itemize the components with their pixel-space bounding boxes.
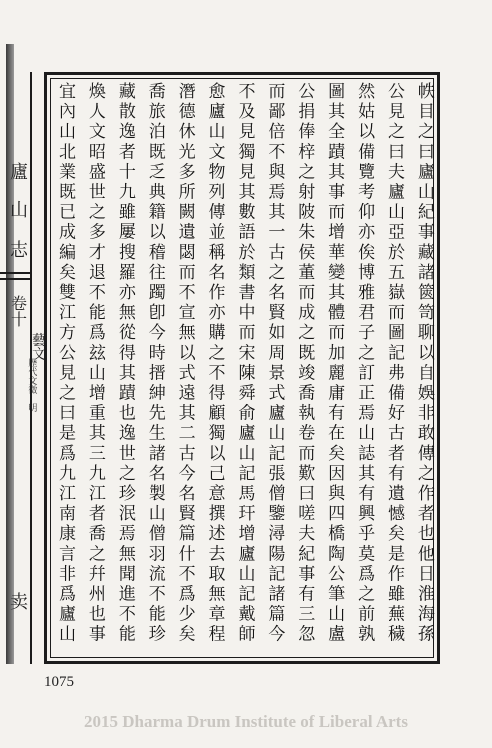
spine-title-char: 藝文 xyxy=(32,333,46,363)
text-column: 潛德休光多所闕遺閟而不宣無以式遠其二古今名賢篇什不爲少矣 xyxy=(174,82,195,645)
text-column: 宜內山北業既已成編矣雙江方公見之曰是爲九江南康言非爲廬山 xyxy=(55,82,75,645)
text-column: 不及見獨見其數語於類書中而宋陳舜俞廬山記馬玕增廬山記戴師 xyxy=(234,82,255,645)
text-column: 然姑以備覽考仰亦俟博雅君子之訂正焉山誌其有興乎莫爲之前孰 xyxy=(354,82,375,645)
spine-fish-tail-mark xyxy=(0,278,30,280)
spine-page-mark: 卖 xyxy=(10,592,28,613)
spine-title-char: 山 xyxy=(10,200,28,221)
text-column: 公見之曰夫廬山亞於五嶽而圖記弗備好古者有遺憾矣是作雖蕪穢 xyxy=(383,82,404,645)
spine-divider xyxy=(30,72,32,664)
spine-margin xyxy=(0,72,44,664)
text-column: 喬旅泊既乏典籍以稽往躅卽今時搢紳先生諸名製山僧羽流不能珍 xyxy=(144,82,165,645)
watermark-text: 2015 Dharma Drum Institute of Liberal Arts xyxy=(84,712,408,731)
spine-title-char: 廬 xyxy=(10,162,28,183)
spine-title-char: 卷十 xyxy=(10,294,27,329)
text-column: 帙目之曰廬山紀事藏諸篋笥聊以自娛非敢傳之作者也他日淮海孫 xyxy=(413,82,434,645)
text-column: 圖其全蹟其事而增華變其體而加麗庸有在矣因與四橋陶公筆山盧 xyxy=(324,82,345,645)
text-column: 煥人文昭盛世之多才退不能爲玆山增重其三九江者喬之幷州也事 xyxy=(84,82,105,645)
text-column: 藏散逸者十九雖屢搜羅亦無從得其蹟也逸世之珍泯焉無聞進不能 xyxy=(114,82,135,645)
page-number: 1075 xyxy=(44,674,74,690)
text-column: 愈廬山文物列傳並稱名作亦購之不得顧獨以己意撰述去取無章程 xyxy=(204,82,225,645)
spine-fish-tail-mark xyxy=(0,272,30,274)
text-column: 公捐俸梓之射陂朱侯董而成之既竣喬執卷而歎曰嗟夫紀事有三忽 xyxy=(294,82,315,645)
spine-title-char: 志 xyxy=(10,240,28,261)
text-columns xyxy=(52,82,432,652)
text-column: 而鄙倍不與焉其一古之名賢如周景式廬山記張僧鑒潯陽記諸篇今 xyxy=(264,82,285,645)
